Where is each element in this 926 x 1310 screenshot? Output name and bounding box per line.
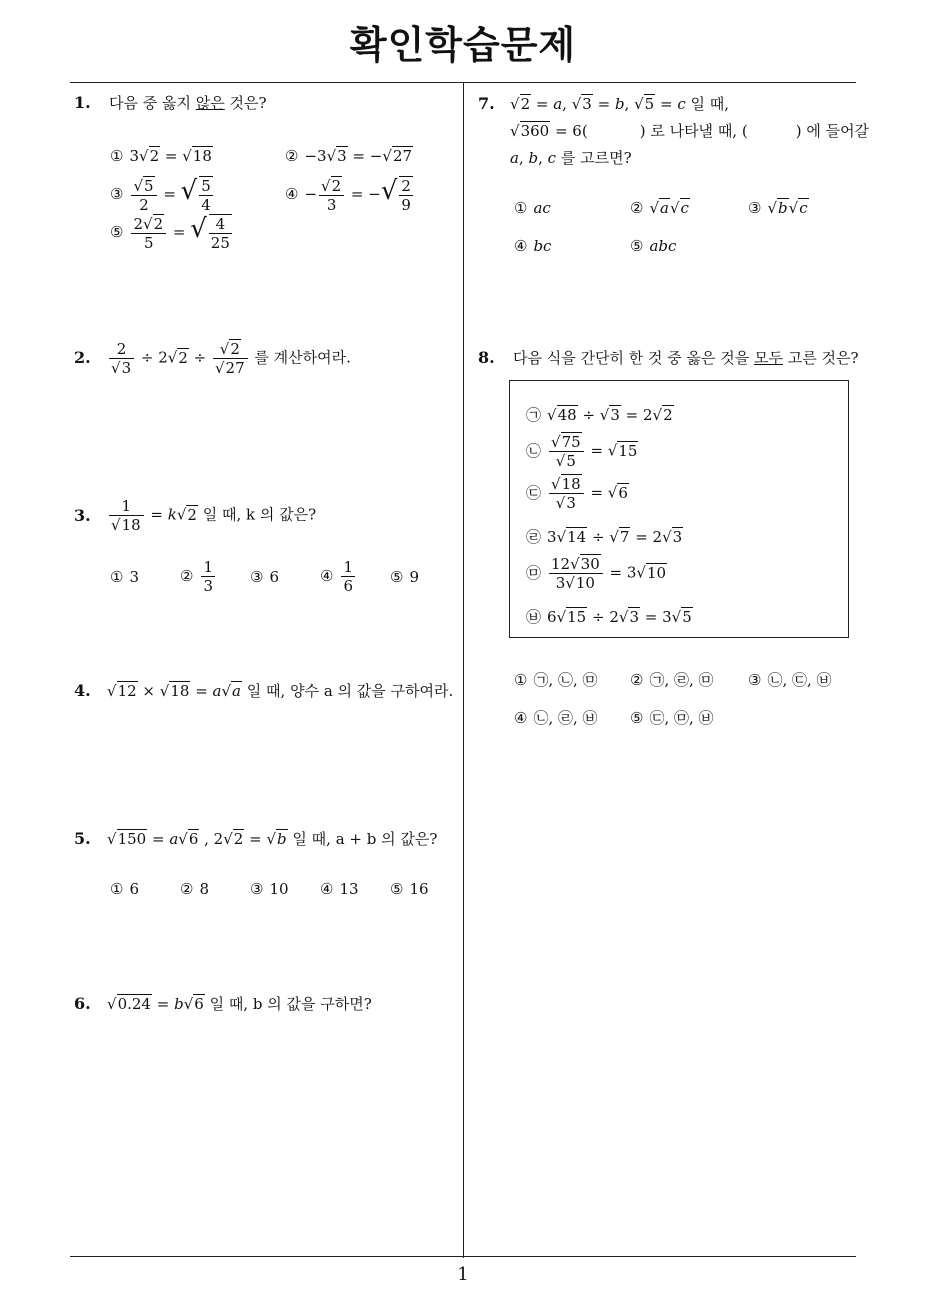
q3-option-5[interactable]: ⑤ 9 <box>390 568 419 586</box>
question-number: 4. <box>74 681 91 700</box>
q5-option-4[interactable] <box>320 879 359 899</box>
option-mark: ⑤ <box>390 568 404 586</box>
question-number: 8. <box>478 348 495 367</box>
q7-option-5[interactable]: ⑤ abc <box>630 237 677 255</box>
question-text: ) 에 들어갈 <box>795 122 870 140</box>
option-text: 10 <box>269 880 289 898</box>
q8-option-4[interactable] <box>514 708 598 728</box>
q3-option-4[interactable]: ④ $\frac{1}{6}$ <box>320 558 353 595</box>
option-mark: ④ <box>320 566 334 585</box>
q1-option-3[interactable]: ③ $\frac{√5}{2}$ = √ $\frac{5}{4}$ <box>110 176 211 214</box>
statement-4: ㉣ 3√14 ÷ √7 = 2√3 <box>526 528 683 546</box>
option-mark: ⑤ <box>630 709 644 727</box>
option-mark: ③ <box>748 671 762 689</box>
option-mark: ① <box>110 568 124 586</box>
option-text: ㉡, ㉣, ㉥ <box>533 709 598 727</box>
question-text: 일 때, <box>690 95 730 113</box>
q1-option-5[interactable]: ⑤ $\frac{2√2}{5}$ = √ $\frac{4}{25}$ <box>110 214 230 252</box>
question-number: 6. <box>74 994 91 1013</box>
q5-option-3[interactable] <box>250 879 289 899</box>
statement-1: ㉠ √48 ÷ √3 = 2√2 <box>526 406 673 424</box>
q7-option-3[interactable]: ③ √b√c <box>748 199 808 217</box>
statement-mark: ㉥ <box>526 608 542 626</box>
question-text <box>109 93 267 113</box>
q1-option-2[interactable]: ② −3√3 = −√27 <box>285 147 413 165</box>
option-mark: ③ <box>250 880 264 898</box>
option-mark: ③ <box>748 199 762 217</box>
q1-option-1[interactable]: ① 3√2 = √18 <box>110 147 212 165</box>
statement-mark: ㉢ <box>526 483 542 502</box>
q7-option-4[interactable]: ④ bc <box>514 237 552 255</box>
question-number: 1. <box>74 93 91 112</box>
question-5-expression: √150 = a√6 , 2√2 = √b 일 때, a + b 의 값은? <box>107 830 438 848</box>
question-4-expression: √12 × √18 = a√a 일 때, 양수 a 의 값을 구하여라. <box>107 682 454 700</box>
statement-3: ㉢ $\frac{√18}{√3}$ = √6 <box>526 475 628 512</box>
question-6-expression: √0.24 = b√6 일 때, b 의 값을 구하면? <box>107 995 372 1013</box>
q8-option-5[interactable] <box>630 708 714 728</box>
q1-option-4[interactable]: ④ − $\frac{√2}{3}$ = −√ $\frac{2}{9}$ <box>285 176 411 214</box>
page-title: 확인학습문제 <box>349 23 577 67</box>
statement-mark: ㉣ <box>526 528 542 546</box>
question-text-part: 고른 것은? <box>783 349 859 367</box>
q8-option-3[interactable] <box>748 670 832 690</box>
option-text: 13 <box>339 880 359 898</box>
q7-option-2[interactable]: ② √a√c <box>630 199 689 217</box>
q5-option-5[interactable] <box>390 879 429 899</box>
q3-option-1[interactable]: ① 3 <box>110 568 139 586</box>
q8-option-2[interactable] <box>630 670 714 690</box>
question-text <box>513 348 859 368</box>
option-mark: ② <box>630 671 644 689</box>
question-text-part: 다음 식을 간단히 한 것 중 옳은 것을 <box>513 349 755 367</box>
option-mark: ③ <box>250 568 264 586</box>
option-text: ㉢, ㉤, ㉥ <box>649 709 714 727</box>
question-7-line-1: √2 = a, √3 = b, √5 = c 일 때, <box>510 95 730 113</box>
option-text: ㉡, ㉢, ㉥ <box>767 671 832 689</box>
question-text: 를 고르면? <box>560 149 632 167</box>
column-divider <box>463 82 464 1258</box>
statement-mark: ㉡ <box>526 441 542 460</box>
option-text: ㉠, ㉣, ㉤ <box>649 671 714 689</box>
option-mark: ④ <box>320 880 334 898</box>
option-text: 6 <box>129 880 139 898</box>
option-mark: ⑤ <box>110 223 124 241</box>
option-mark: ② <box>630 199 644 217</box>
statement-5: ㉤ $\frac{12√30}{3√10}$ = 3√10 <box>526 555 667 592</box>
question-text: 일 때, 양수 a 의 값을 구하여라. <box>246 682 454 700</box>
option-mark: ① <box>514 199 528 217</box>
question-number: 5. <box>74 829 91 848</box>
statement-mark: ㉠ <box>526 406 542 424</box>
option-mark: ② <box>180 566 194 585</box>
question-number: 7. <box>478 94 495 113</box>
q8-option-1[interactable] <box>514 670 598 690</box>
question-number: 2. <box>74 348 91 367</box>
option-mark: ① <box>110 880 124 898</box>
statements-box <box>509 380 849 638</box>
question-text: ) 로 나타낼 때, ( <box>639 122 748 140</box>
page-number: 1 <box>457 1264 469 1285</box>
question-text: 일 때, k 의 값은? <box>202 505 317 524</box>
question-number: 3. <box>74 506 91 525</box>
question-text: 일 때, b 의 값을 구하면? <box>209 995 372 1013</box>
question-text-part: 것은? <box>224 94 267 112</box>
q3-option-3[interactable]: ③ 6 <box>250 568 279 586</box>
statement-mark: ㉤ <box>526 563 542 582</box>
question-2-expression: $\frac{2}{√3}$ ÷ 2√2 ÷ $\frac{√2}{√27}$ 를 계산하여라. <box>111 340 351 377</box>
question-text-part: 다음 중 옳지 <box>109 94 196 112</box>
option-text: ㉠, ㉡, ㉤ <box>533 671 598 689</box>
option-mark: ④ <box>514 709 528 727</box>
option-mark: ② <box>285 147 299 165</box>
q3-option-2[interactable]: ② $\frac{1}{3}$ <box>180 558 213 595</box>
bottom-rule <box>70 1256 856 1257</box>
option-mark: ⑤ <box>390 880 404 898</box>
q5-option-1[interactable] <box>110 879 139 899</box>
option-mark: ④ <box>285 185 299 203</box>
option-mark: ③ <box>110 185 124 203</box>
question-text-emphasis: 않은 <box>195 94 225 112</box>
statement-6: ㉥ 6√15 ÷ 2√3 = 3√5 <box>526 608 692 626</box>
option-text: 16 <box>409 880 429 898</box>
question-7-line-3: a, b, c 를 고르면? <box>510 149 632 167</box>
question-7-line-2: √360 = 6( ) 로 나타낼 때, ( ) 에 들어갈 <box>510 122 870 140</box>
question-3-expression: $\frac{1}{√18}$ = k√2 일 때, k 의 값은? <box>111 497 317 534</box>
option-mark: ① <box>110 147 124 165</box>
question-text: 일 때, a + b 의 값은? <box>292 830 438 848</box>
q7-option-1[interactable]: ① ac <box>514 199 551 217</box>
option-mark: ④ <box>514 237 528 255</box>
question-text-emphasis: 모두 <box>754 349 783 367</box>
option-mark: ② <box>180 880 194 898</box>
question-text: 를 계산하여라. <box>254 348 351 367</box>
option-text: 8 <box>199 880 209 898</box>
option-mark: ⑤ <box>630 237 644 255</box>
statement-2: ㉡ $\frac{√75}{√5}$ = √15 <box>526 433 638 470</box>
option-mark: ① <box>514 671 528 689</box>
q5-option-2[interactable] <box>180 879 209 899</box>
